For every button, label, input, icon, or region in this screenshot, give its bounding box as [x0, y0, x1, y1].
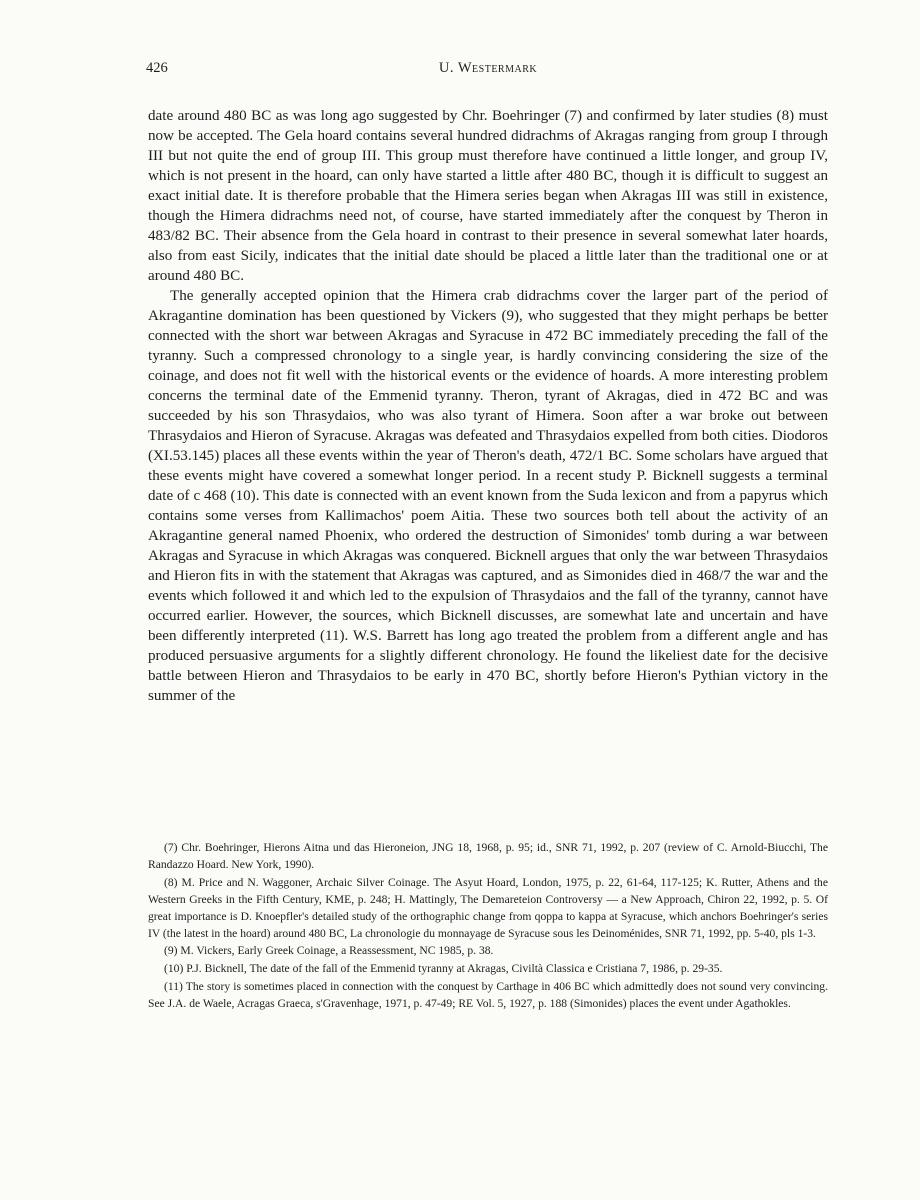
running-head: U. Westermark — [438, 60, 538, 76]
paragraph: The generally accepted opinion that the Himera crab didrachms cover the larger part of the period of Akragantine domination has been questioned by Vickers (9), who suggested that they might perhaps be better connected with the short war between Akragas and Syracuse in 472 BC immediately preceding the fall of the tyranny. Such a compressed chronology to a single year, is hardly convincing considering the size of the coinage, and does not fit well with the historical events or the evidence of hoards. A more interesting problem concerns the terminal date of the Emmenid tyranny. Theron, tyrant of Akragas, died in 472 BC and was succeeded by his son Thrasydaios, who was also tyrant of Himera. Soon after a war broke out between Thrasydaios and Hieron of Syracuse. Akragas was defeated and Thrasydaios expelled from both cities. Diodoros (XI.53.145) places all these events within the year of Theron's death, 472/1 BC. Some scholars have argued that these events might have covered a somewhat longer period. In a recent study P. Bicknell suggests a terminal date of c 468 (10). This date is connected with an event known from the Suda lexicon and from a papyrus which contains some verses from Kallimachos' poem Aitia. These two sources both tell about the activity of an Akragantine general named Phoenix, who ordered the destruction of Simonides' tomb during a war between Akragas and Syracuse in which Akragas was conquered. Bicknell argues that only the war between Thrasydaios and Hieron fits in with the statement that Akragas was captured, and as Simonides died in 468/7 the war and the events which followed it and which led to the expulsion of Thrasydaios and the fall of the tyranny, cannot have occurred earlier. However, the sources, which Bicknell discusses, are somewhat late and uncertain and have been differently interpreted (11). W.S. Barrett has long ago treated the problem from a different angle and has produced persuasive arguments for a slightly different chronology. He found the likeliest date for the decisive battle between Hieron and Thrasydaios to be early in 470 BC, shortly before Hieron's Pythian victory in the summer of the — [148, 288, 828, 704]
footnote: (8) M. Price and N. Waggoner, Archaic Silver Coinage. The Asyut Hoard, London, 1975, p. 22, 61-64, 117-125; K. Rutter, Athens and the Western Greeks in the Fifth Century, KME, p. 248; H. Mattingly, The Demareteion Controversy — a New Approach, Chiron 22, 1992, p. 5. Of great importance is D. Knoepfler's detailed study of the orthographic change from qoppa to kappa at Syracuse, which anchors Boehringer's series IV (the latest in the hoard) around 480 BC, La chronologie du monnayage de Syracuse sous les Deinoménides, SNR 71, 1992, pp. 5-40, pls 1-3. — [148, 875, 828, 940]
footnote: (9) M. Vickers, Early Greek Coinage, a Reassessment, NC 1985, p. 38. — [164, 944, 494, 958]
footnotes — [148, 840, 828, 1014]
page-header — [148, 60, 828, 80]
page-number: 426 — [146, 60, 168, 76]
body-text — [148, 106, 828, 706]
paragraph: date around 480 BC as was long ago suggested by Chr. Boehringer (7) and confirmed by later studies (8) must now be accepted. The Gela hoard contains several hundred didrachms of Akragas ranging from group I through III but not quite the end of group III. This group must therefore have continued a little longer, and group IV, which is not present in the hoard, can only have started a little after 480 BC, though it is difficult to suggest an exact initial date. It is therefore probable that the Himera series began when Akragas III was still in existence, though the Himera didrachms need not, of course, have started immediately after the conquest by Theron in 483/82 BC. Their absence from the Gela hoard in contrast to their presence in several somewhat later hoards, also from east Sicily, indicates that the initial date should be placed a little later than the traditional one or at around 480 BC. — [148, 108, 828, 284]
document-page — [146, 60, 828, 1011]
footnote: (10) P.J. Bicknell, The date of the fall of the Emmenid tyranny at Akragas, Civiltà Classica e Cristiana 7, 1986, p. 29-35. — [164, 962, 723, 976]
footnote: (7) Chr. Boehringer, Hierons Aitna und das Hieroneion, JNG 18, 1968, p. 95; id., SNR 71, 1992, p. 207 (review of C. Arnold-Biucchi, The Randazzo Hoard. New York, 1990). — [148, 841, 828, 871]
footnote: (11) The story is sometimes placed in connection with the conquest by Carthage in 406 BC which admittedly does not sound very convincing. See J.A. de Waele, Acragas Graeca, s'Gravenhage, 1971, p. 47-49; RE Vol. 5, 1927, p. 188 (Simonides) places the event under Agathokles. — [148, 980, 828, 1011]
